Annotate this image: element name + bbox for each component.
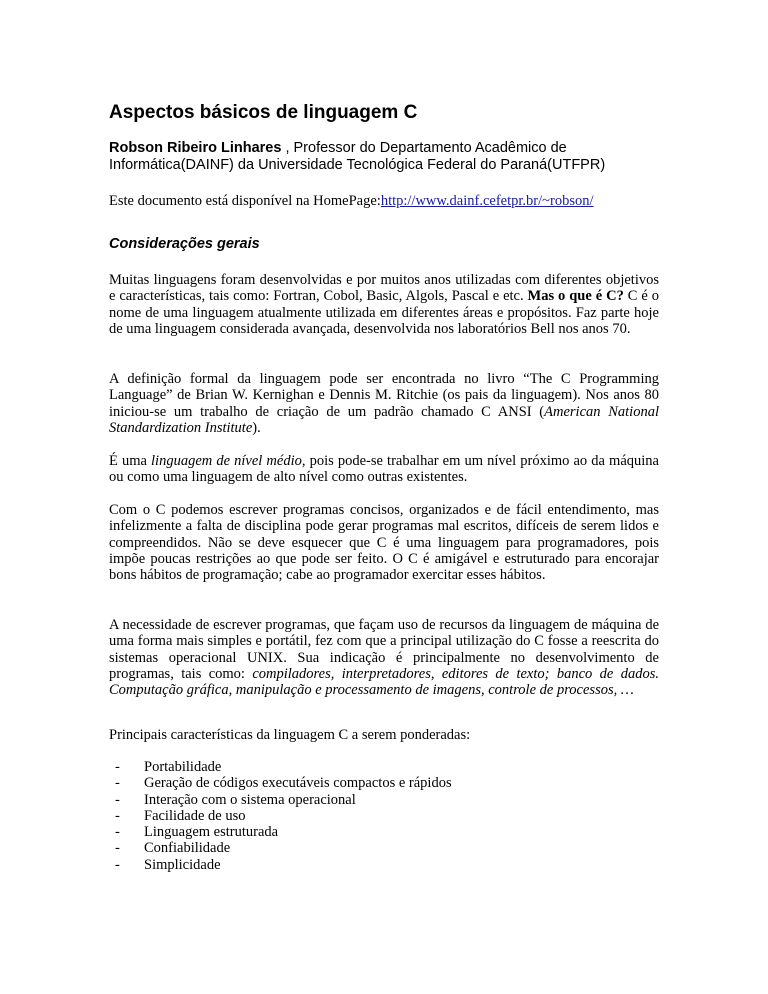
paragraph-text: A necessidade de escrever programas, que façam uso de recursos da linguagem de máquina de uma forma mais simples e portátil, fez com que a principal utilização do C fosse a reescrita do sistemas operacional UNIX. Sua indicação é principalmente no desenvolvimento de programas, tais como:: [109, 617, 659, 682]
paragraph-text: C é o nome de uma linguagem atualmente utilizada em diferentes áreas e propósitos. Faz parte hoje de uma linguagem considerada avançada, desenvolvida nos laboratórios Bell nos anos 70.: [109, 288, 660, 337]
paragraph-italic: linguagem de nível médio: [151, 453, 302, 469]
paragraph-4: Com o C podemos escrever programas concisos, organizados e de fácil entendimento, mas infelizmente a falta de disciplina pode gerar programas mal escritos, difíceis de serem lidos e compreendidos. Não se deve esquecer que C é uma linguagem para programadores, pois impõe poucas restrições ao que pode ser feito. O C é amigável e estruturado para encorajar bons hábitos de programação; cabe ao programador exercitar esses hábitos.: [109, 502, 659, 584]
dash-bullet: -: [115, 775, 120, 792]
author-name: Robson Ribeiro Linhares: [109, 140, 282, 156]
dash-bullet: -: [115, 807, 120, 824]
dash-bullet: -: [115, 759, 120, 775]
list-item-text: Portabilidade: [144, 759, 222, 775]
availability-line: [109, 193, 594, 210]
list-item: [109, 808, 452, 824]
list-item-text: Geração de códigos executáveis compactos e rápidos: [144, 775, 452, 792]
paragraph-text: Muitas linguagens foram desenvolvidas e por muitos anos utilizadas com diferentes objetivos e características, tais como: Fortran, Cobol, Basic, Algols, Pascal e etc.: [109, 272, 659, 305]
paragraph-6: Principais características da linguagem C a serem ponderadas:: [109, 727, 471, 743]
list-item-text: Interação com o sistema operacional: [144, 791, 356, 808]
dash-bullet: -: [115, 840, 120, 857]
list-item: [109, 759, 452, 775]
paragraph-1: [109, 272, 659, 337]
paragraph-3: [109, 453, 659, 486]
section-heading: Considerações gerais: [109, 236, 260, 252]
paragraph-5: [109, 617, 659, 698]
homepage-link[interactable]: http://www.dainf.cefetpr.br/~robson/: [380, 193, 594, 209]
dash-bullet: -: [115, 856, 120, 873]
paragraph-2: [109, 371, 659, 436]
author-affiliation: , Professor do Departamento Acadêmico de Informática(DAINF) da Universidade Tecnológica Federal do Paraná(UTFPR): [109, 140, 606, 173]
paragraph-bold: Mas o que é C?: [527, 288, 624, 305]
availability-text: Este documento está disponível na HomePage:: [109, 193, 381, 209]
document-title: Aspectos básicos de linguagem C: [109, 102, 418, 123]
paragraph-text: , pois pode-se trabalhar em um nível próximo ao da máquina ou como uma linguagem de alto nível como outras existentes.: [109, 453, 659, 486]
list-item-text: Linguagem estruturada: [144, 824, 279, 841]
list-item-text: Facilidade de uso: [144, 807, 246, 824]
dash-bullet: -: [115, 791, 120, 808]
paragraph-italic: American National Standardization Institute: [109, 403, 659, 436]
paragraph-italic: compiladores, interpretadores, editores de texto; banco de dados. Computação gráfica, manipulação e processamento de imagens, controle de processos, …: [109, 665, 659, 699]
list-item: [109, 792, 452, 808]
list-item: [109, 775, 452, 791]
list-item: [109, 824, 452, 840]
paragraph-text: ).: [252, 419, 261, 436]
list-item: [109, 840, 452, 856]
paragraph-text: A definição formal da linguagem pode ser encontrada no livro “The C Programming Language” de Brian W. Kernighan e Dennis M. Ritchie (os pais da linguagem). Nos anos 80 iniciou-se um trabalho de criação de um padrão chamado C ANSI (: [109, 371, 659, 420]
author-line: [109, 140, 669, 174]
paragraph-text: É uma: [109, 453, 152, 469]
list-item-text: Simplicidade: [144, 856, 221, 873]
features-list: [109, 759, 452, 873]
list-item: [109, 857, 452, 873]
dash-bullet: -: [115, 824, 120, 841]
list-item-text: Confiabilidade: [144, 840, 231, 857]
